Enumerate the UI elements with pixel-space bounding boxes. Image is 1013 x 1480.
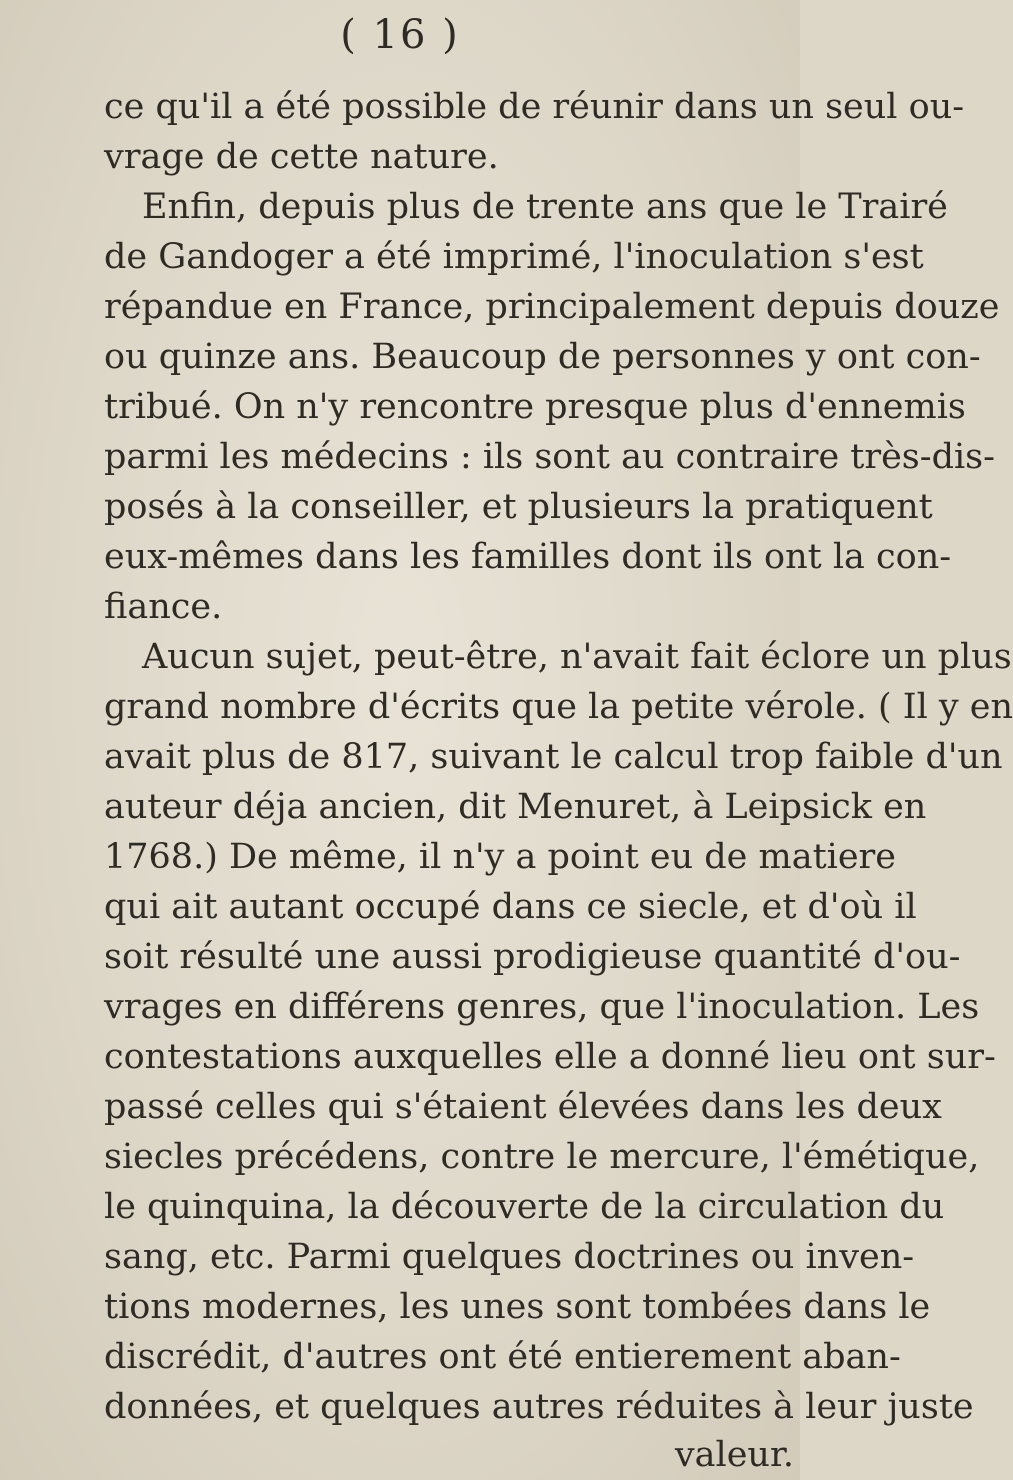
text-line: Enfin, depuis plus de trente ans que le Trairé	[142, 187, 948, 227]
text-line: ce qu'il a été possible de réunir dans un seul ou-	[104, 87, 965, 127]
text-line: le quinquina, la découverte de la circulation du	[104, 1187, 945, 1227]
text-line: données, et quelques autres réduites à leur juste	[104, 1387, 974, 1427]
text-line: passé celles qui s'étaient élevées dans les deux	[104, 1087, 942, 1127]
text-line: contestations auxquelles elle a donné lieu ont sur-	[104, 1037, 996, 1077]
text-line: avait plus de 817, suivant le calcul trop faible d'un	[104, 737, 1003, 777]
text-line: soit résulté une aussi prodigieuse quantité d'ou-	[104, 937, 961, 977]
text-line: sang, etc. Parmi quelques doctrines ou inven-	[104, 1237, 915, 1277]
text-line: ou quinze ans. Beaucoup de personnes y ont con-	[104, 337, 981, 377]
page-number: ( 16 )	[340, 12, 460, 58]
text-line: siecles précédens, contre le mercure, l'émétique,	[104, 1137, 980, 1177]
text-line: grand nombre d'écrits que la petite vérole. ( Il y en	[104, 687, 1013, 727]
text-line: répandue en France, principalement depuis douze	[104, 287, 1000, 327]
text-line: 1768.) De même, il n'y a point eu de matiere	[104, 837, 896, 877]
text-line: fiance.	[104, 587, 223, 627]
text-line: Aucun sujet, peut-être, n'avait fait éclore un plus	[142, 637, 1012, 677]
text-line: posés à la conseiller, et plusieurs la pratiquent	[104, 487, 933, 527]
text-line: vrages en différens genres, que l'inoculation. Les	[104, 987, 980, 1027]
text-line: eux-mêmes dans les familles dont ils ont la con-	[104, 537, 952, 577]
text-line: vrage de cette nature.	[104, 137, 499, 177]
text-line: valeur.	[674, 1435, 794, 1475]
text-line: qui ait autant occupé dans ce siecle, et d'où il	[104, 887, 917, 927]
text-line: parmi les médecins : ils sont au contraire très-dis-	[104, 437, 995, 477]
text-line: discrédit, d'autres ont été entierement aban-	[104, 1337, 901, 1377]
text-line: tribué. On n'y rencontre presque plus d'ennemis	[104, 387, 966, 427]
text-line: auteur déja ancien, dit Menuret, à Leipsick en	[104, 787, 927, 827]
text-line: tions modernes, les unes sont tombées dans le	[104, 1287, 931, 1327]
text-line: de Gandoger a été imprimé, l'inoculation s'est	[104, 237, 924, 277]
